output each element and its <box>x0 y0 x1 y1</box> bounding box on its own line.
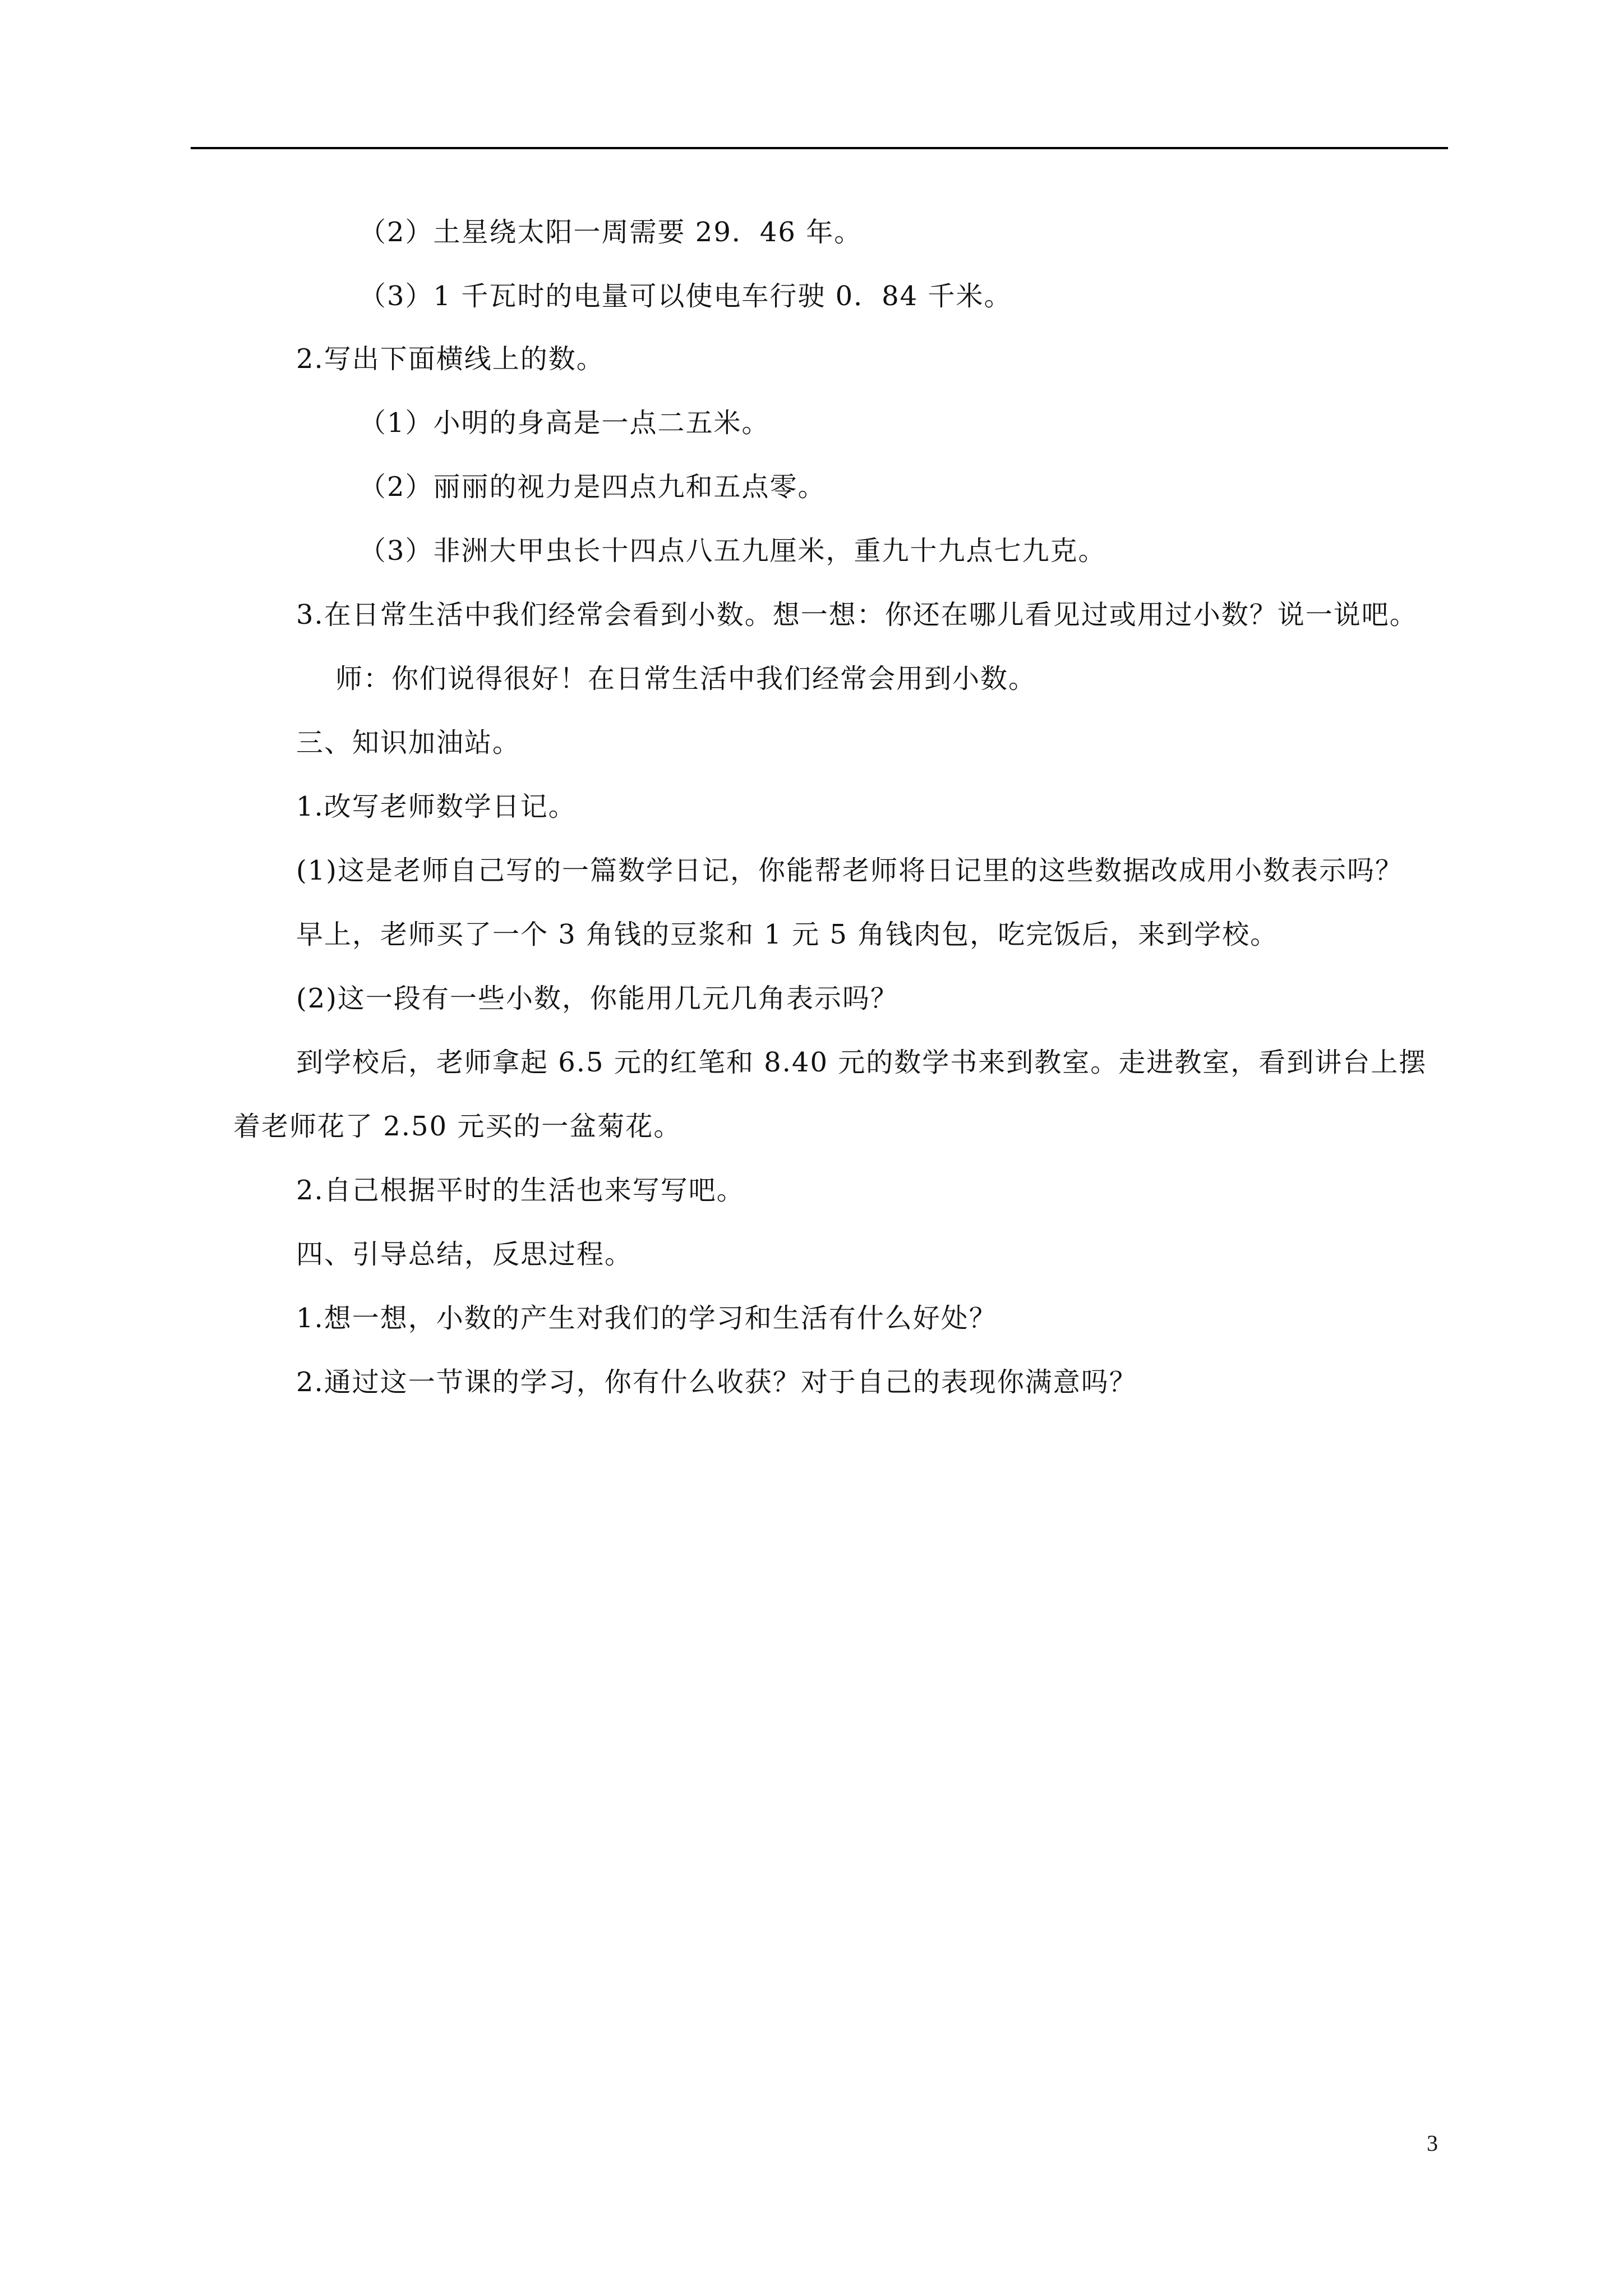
item-2-vision: （2）丽丽的视力是四点九和五点零。 <box>359 471 826 503</box>
task-1-heading: 1.改写老师数学日记。 <box>296 791 577 822</box>
section-4-heading: 四、引导总结，反思过程。 <box>296 1239 633 1270</box>
summary-question-1: 1.想一想，小数的产生对我们的学习和生活有什么好处？ <box>296 1303 997 1334</box>
summary-question-2: 2.通过这一节课的学习，你有什么收获？对于自己的表现你满意吗？ <box>296 1366 1137 1398</box>
item-1-height: （1）小明的身高是一点二五米。 <box>359 407 770 439</box>
header-rule <box>191 147 1448 149</box>
page-number: 3 <box>1427 2131 1438 2156</box>
task-1-part-1: (1)这是老师自己写的一篇数学日记，你能帮老师将日记里的这些数据改成用小数表示吗？ <box>296 855 1403 886</box>
task-2-heading: 2.自己根据平时的生活也来写写吧。 <box>296 1175 745 1206</box>
diary-paragraph-2-line-1: 到学校后，老师拿起 6.5 元的红笔和 8.40 元的数学书来到教室。走进教室，看到讲台上摆 <box>296 1047 1427 1078</box>
diary-paragraph-2-line-2: 着老师花了 2.50 元买的一盆菊花。 <box>233 1111 682 1142</box>
question-3-heading: 3.在日常生活中我们经常会看到小数。想一想：你还在哪儿看见过或用过小数？说一说吧。 <box>296 599 1418 631</box>
diary-paragraph-1: 早上，老师买了一个 3 角钱的豆浆和 1 元 5 角钱肉包，吃完饭后，来到学校。 <box>296 919 1279 950</box>
section-3-heading: 三、知识加油站。 <box>296 727 521 758</box>
item-3-beetle: （3）非洲大甲虫长十四点八五九厘米，重九十九点七九克。 <box>359 535 1106 567</box>
item-2-saturn-orbit: （2）土星绕太阳一周需要 29．46 年。 <box>359 217 863 248</box>
task-1-part-2: (2)这一段有一些小数，你能用几元几角表示吗？ <box>296 983 898 1014</box>
teacher-remark: 师：你们说得很好！在日常生活中我们经常会用到小数。 <box>335 663 1037 694</box>
question-2-heading: 2.写出下面横线上的数。 <box>296 343 605 375</box>
item-3-tram-distance: （3）1 千瓦时的电量可以使电车行驶 0．84 千米。 <box>359 280 1012 312</box>
